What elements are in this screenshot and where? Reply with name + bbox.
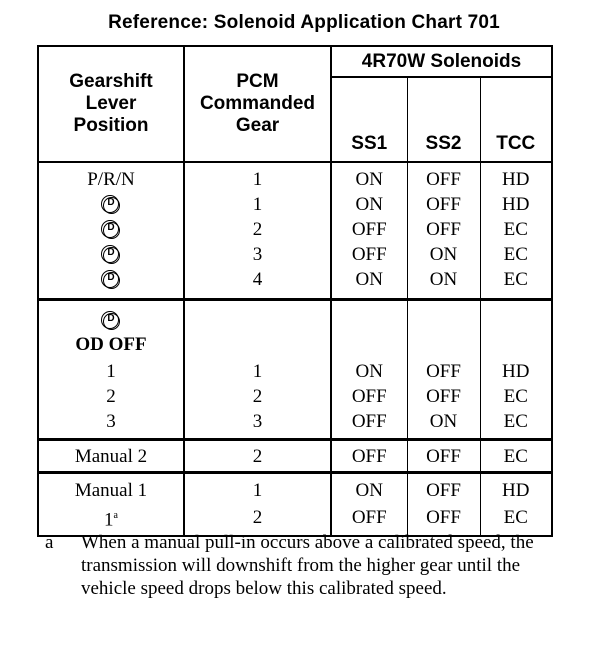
overdrive-symbol-icon: D bbox=[103, 272, 120, 289]
tcc-cell: EC bbox=[480, 503, 552, 536]
ss1-cell: ON bbox=[331, 162, 407, 192]
gear-cell: 2 bbox=[184, 217, 331, 242]
table-row bbox=[38, 242, 552, 267]
table-row bbox=[38, 473, 552, 504]
solenoid-application-table bbox=[37, 45, 553, 537]
table-row bbox=[38, 384, 552, 409]
lever-cell: Manual 2 bbox=[38, 440, 184, 473]
ss1-cell bbox=[331, 300, 407, 360]
ss1-cell: OFF bbox=[331, 217, 407, 242]
ss2-cell: OFF bbox=[407, 162, 480, 192]
ss2-cell: ON bbox=[407, 267, 480, 300]
header-tcc: TCC bbox=[480, 77, 552, 162]
tcc-cell: EC bbox=[480, 217, 552, 242]
table-row bbox=[38, 192, 552, 217]
tcc-cell: HD bbox=[480, 192, 552, 217]
footnote bbox=[45, 531, 565, 600]
ss2-cell: OFF bbox=[407, 192, 480, 217]
table-row bbox=[38, 162, 552, 192]
gear-cell: 1 bbox=[184, 162, 331, 192]
ss2-cell: ON bbox=[407, 242, 480, 267]
ss2-cell: OFF bbox=[407, 503, 480, 536]
ss1-cell: ON bbox=[331, 267, 407, 300]
tcc-cell: HD bbox=[480, 162, 552, 192]
tcc-cell: EC bbox=[480, 440, 552, 473]
ss1-cell: ON bbox=[331, 473, 407, 504]
table-row bbox=[38, 440, 552, 473]
footnote-marker: a bbox=[113, 510, 118, 521]
ss1-cell: ON bbox=[331, 359, 407, 384]
ss1-cell: OFF bbox=[331, 503, 407, 536]
gear-cell bbox=[184, 300, 331, 360]
lever-cell: Manual 1 bbox=[38, 473, 184, 504]
overdrive-symbol-icon: D bbox=[103, 313, 120, 330]
header-gearshift-lever-position: Gearshift Lever Position bbox=[38, 46, 184, 162]
header-4r70w-solenoids: 4R70W Solenoids bbox=[331, 46, 552, 77]
table-row bbox=[38, 359, 552, 384]
tcc-cell: EC bbox=[480, 242, 552, 267]
lever-cell bbox=[38, 217, 184, 242]
lever-cell: 3 bbox=[38, 409, 184, 440]
header-ss1: SS1 bbox=[331, 77, 407, 162]
gear-cell: 2 bbox=[184, 384, 331, 409]
table-row bbox=[38, 300, 552, 360]
ss2-cell: OFF bbox=[407, 359, 480, 384]
lever-cell bbox=[38, 300, 184, 360]
lever-cell: 2 bbox=[38, 384, 184, 409]
footnote-mark: a bbox=[45, 532, 54, 553]
tcc-cell: HD bbox=[480, 359, 552, 384]
table-row bbox=[38, 267, 552, 300]
header-pcm-commanded-gear: PCM Commanded Gear bbox=[184, 46, 331, 162]
tcc-cell: EC bbox=[480, 384, 552, 409]
gear-cell: 2 bbox=[184, 503, 331, 536]
ss2-cell bbox=[407, 300, 480, 360]
lever-cell: 1$^a$ bbox=[38, 503, 184, 536]
gear-cell: 2 bbox=[184, 440, 331, 473]
lever-cell: 1 bbox=[38, 359, 184, 384]
table-row bbox=[38, 409, 552, 440]
overdrive-symbol-icon: D bbox=[103, 197, 120, 214]
ss1-cell: OFF bbox=[331, 440, 407, 473]
lever-cell: P/R/N bbox=[38, 162, 184, 192]
ss1-cell: OFF bbox=[331, 409, 407, 440]
ss2-cell: OFF bbox=[407, 440, 480, 473]
gear-cell: 1 bbox=[184, 359, 331, 384]
gear-cell: 1 bbox=[184, 192, 331, 217]
tcc-cell: EC bbox=[480, 267, 552, 300]
gear-cell: 3 bbox=[184, 409, 331, 440]
ss2-cell: ON bbox=[407, 409, 480, 440]
overdrive-symbol-icon: D bbox=[103, 247, 120, 264]
table-row bbox=[38, 217, 552, 242]
ss2-cell: OFF bbox=[407, 473, 480, 504]
overdrive-symbol-icon: D bbox=[103, 222, 120, 239]
footnote-text: When a manual pull-in occurs above a calibrated speed, the transmission will downshift from the higher gear until the vehicle speed drops below this calibrated speed. bbox=[81, 532, 534, 599]
header-ss2: SS2 bbox=[407, 77, 480, 162]
tcc-cell bbox=[480, 300, 552, 360]
lever-cell bbox=[38, 242, 184, 267]
ss2-cell: OFF bbox=[407, 217, 480, 242]
ss1-cell: ON bbox=[331, 192, 407, 217]
od-off-label: OD OFF bbox=[75, 334, 147, 355]
ss2-cell: OFF bbox=[407, 384, 480, 409]
ss1-cell: OFF bbox=[331, 242, 407, 267]
gear-cell: 1 bbox=[184, 473, 331, 504]
lever-cell bbox=[38, 192, 184, 217]
gear-cell: 4 bbox=[184, 267, 331, 300]
ss1-cell: OFF bbox=[331, 384, 407, 409]
tcc-cell: HD bbox=[480, 473, 552, 504]
tcc-cell: EC bbox=[480, 409, 552, 440]
chart-title: Reference: Solenoid Application Chart 701 bbox=[108, 12, 500, 33]
lever-cell bbox=[38, 267, 184, 300]
gear-cell: 3 bbox=[184, 242, 331, 267]
